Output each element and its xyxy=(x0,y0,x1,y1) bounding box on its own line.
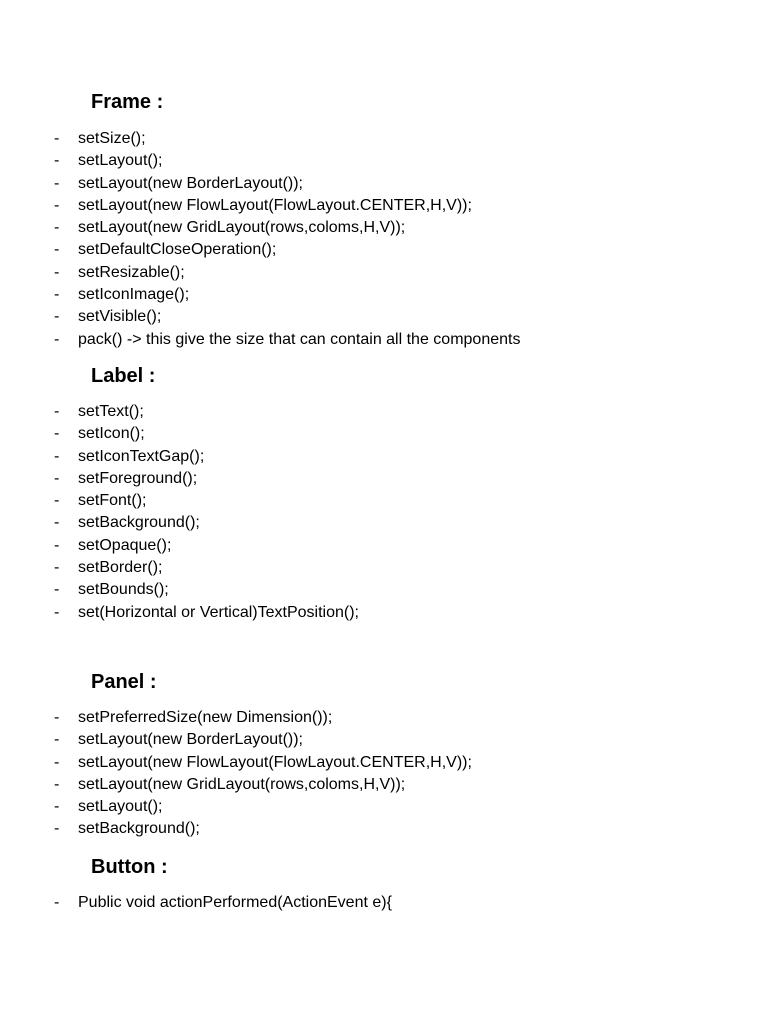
dash-bullet: - xyxy=(54,559,60,577)
method-text: setIcon(); xyxy=(78,425,145,443)
dash-bullet: - xyxy=(54,330,60,348)
method-text: setDefaultCloseOperation(); xyxy=(78,241,277,259)
method-text: setVisible(); xyxy=(78,308,162,326)
method-text: setLayout(new BorderLayout()); xyxy=(78,731,303,749)
dash-bullet: - xyxy=(54,731,60,749)
frame-heading: Frame : xyxy=(91,91,164,113)
dash-bullet: - xyxy=(54,447,60,465)
method-text: setPreferredSize(new Dimension()); xyxy=(78,709,333,726)
dash-bullet: - xyxy=(54,241,60,259)
dash-bullet: - xyxy=(54,263,60,281)
dash-bullet: - xyxy=(54,469,60,487)
dash-bullet: - xyxy=(54,286,60,304)
method-text: set(Horizontal or Vertical)TextPosition(); xyxy=(78,603,359,621)
method-text: setText(); xyxy=(78,403,144,420)
panel-heading: Panel : xyxy=(91,671,157,693)
method-text: setLayout(); xyxy=(78,152,163,170)
method-text: setFont(); xyxy=(78,492,147,510)
method-text: setBounds(); xyxy=(78,581,169,599)
method-text: Public void actionPerformed(ActionEvent e){ xyxy=(78,894,392,911)
method-text: setBackground(); xyxy=(78,514,200,532)
dash-bullet: - xyxy=(54,174,60,192)
dash-bullet: - xyxy=(54,536,60,554)
dash-bullet: - xyxy=(54,403,60,420)
dash-bullet: - xyxy=(54,196,60,214)
method-text: setLayout(new GridLayout(rows,coloms,H,V)); xyxy=(78,775,406,793)
dash-bullet: - xyxy=(54,820,60,838)
method-text: setBackground(); xyxy=(78,820,200,838)
method-text: setBorder(); xyxy=(78,559,163,577)
method-text: pack() -> this give the size that can contain all the components xyxy=(78,330,521,348)
method-text: setLayout(new FlowLayout(FlowLayout.CENTER,H,V)); xyxy=(78,196,472,214)
dash-bullet: - xyxy=(54,425,60,443)
method-text: setIconTextGap(); xyxy=(78,447,205,465)
dash-bullet: - xyxy=(54,514,60,532)
method-text: setLayout(new GridLayout(rows,coloms,H,V)); xyxy=(78,219,406,237)
dash-bullet: - xyxy=(54,753,60,771)
method-text: setLayout(); xyxy=(78,798,163,816)
dash-bullet: - xyxy=(54,798,60,816)
method-text: setIconImage(); xyxy=(78,286,190,304)
dash-bullet: - xyxy=(54,492,60,510)
button-heading: Button : xyxy=(91,856,168,878)
method-text: setLayout(new BorderLayout()); xyxy=(78,174,303,192)
dash-bullet: - xyxy=(54,775,60,793)
dash-bullet: - xyxy=(54,709,60,726)
dash-bullet: - xyxy=(54,308,60,326)
dash-bullet: - xyxy=(54,130,60,147)
method-text: setOpaque(); xyxy=(78,536,172,554)
method-text: setSize(); xyxy=(78,130,146,147)
method-text: setResizable(); xyxy=(78,263,185,281)
method-text: setLayout(new FlowLayout(FlowLayout.CENTER,H,V)); xyxy=(78,753,472,771)
dash-bullet: - xyxy=(54,152,60,170)
label-heading: Label : xyxy=(91,365,156,387)
dash-bullet: - xyxy=(54,603,60,621)
dash-bullet: - xyxy=(54,894,60,911)
dash-bullet: - xyxy=(54,219,60,237)
dash-bullet: - xyxy=(54,581,60,599)
method-text: setForeground(); xyxy=(78,469,198,487)
